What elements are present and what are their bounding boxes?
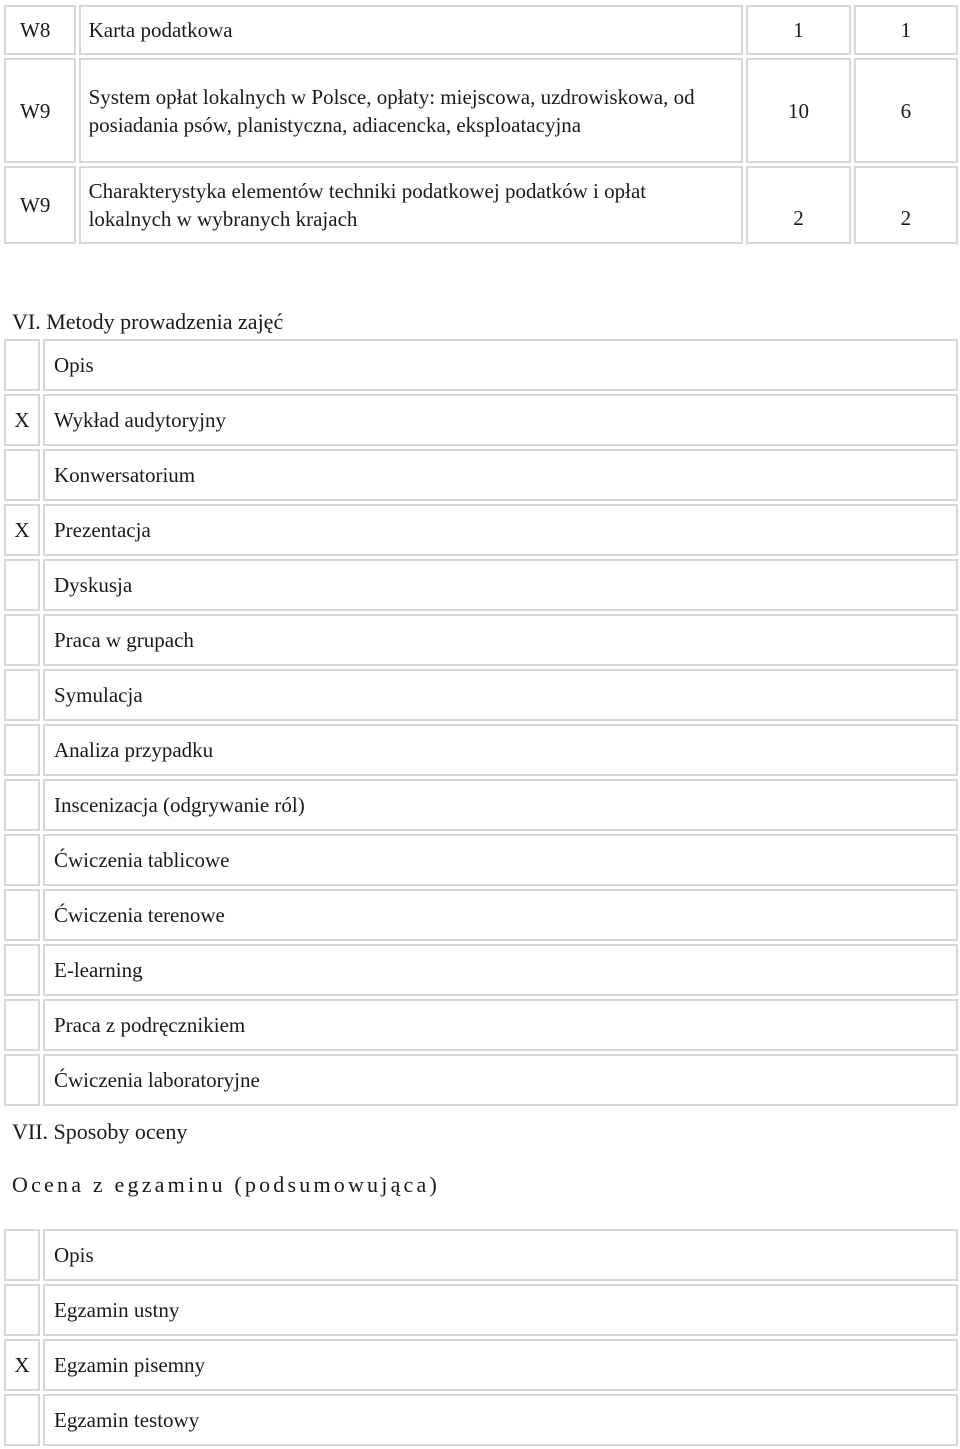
mark-cell — [4, 999, 40, 1051]
table-row — [4, 5, 958, 55]
column-header: Opis — [43, 1229, 958, 1281]
table-row — [4, 614, 958, 666]
topic-code: W9 — [4, 58, 76, 163]
table-row — [4, 1339, 958, 1391]
method-label: Analiza przypadku — [43, 724, 958, 776]
table-header-row — [4, 1229, 958, 1281]
table-row — [4, 166, 958, 244]
mark-cell — [4, 779, 40, 831]
mark-cell — [4, 1229, 40, 1281]
table-row — [4, 1284, 958, 1336]
method-label: Symulacja — [43, 669, 958, 721]
topics-table — [1, 2, 960, 247]
mark-cell — [4, 449, 40, 501]
methods-table — [1, 336, 960, 1109]
table-row — [4, 58, 958, 163]
table-row — [4, 1054, 958, 1106]
topic-code: W8 — [4, 5, 76, 55]
table-row — [4, 724, 958, 776]
method-label: Inscenizacja (odgrywanie ról) — [43, 779, 958, 831]
table-row — [4, 834, 958, 886]
table-header-row — [4, 339, 958, 391]
assessment-label: Egzamin ustny — [43, 1284, 958, 1336]
assessment-label: Egzamin testowy — [43, 1394, 958, 1446]
table-row — [4, 779, 958, 831]
topic-hours-1: 1 — [746, 5, 850, 55]
mark-cell: X — [4, 1339, 40, 1391]
topic-hours-1: 2 — [746, 166, 850, 244]
topic-title: Karta podatkowa — [79, 5, 744, 55]
method-label: Wykład audytoryjny — [43, 394, 958, 446]
mark-cell — [4, 1284, 40, 1336]
topic-title: Charakterystyka elementów techniki podatkowej podatków i opłat lokalnych w wybranych krajach — [79, 166, 744, 244]
mark-cell — [4, 1394, 40, 1446]
mark-cell — [4, 559, 40, 611]
method-label: Ćwiczenia terenowe — [43, 889, 958, 941]
mark-cell — [4, 834, 40, 886]
assessment-label: Egzamin pisemny — [43, 1339, 958, 1391]
topic-code: W9 — [4, 166, 76, 244]
section-heading-methods: VI. Metody prowadzenia zajęć — [12, 309, 284, 334]
mark-cell — [4, 1054, 40, 1106]
topic-title: System opłat lokalnych w Polsce, opłaty: miejscowa, uzdrowiskowa, od posiadania psów, planistyczna, adiacencka, eksploatacyjna — [79, 58, 744, 163]
topic-hours-2: 6 — [854, 58, 958, 163]
method-label: Ćwiczenia laboratoryjne — [43, 1054, 958, 1106]
method-label: Prezentacja — [43, 504, 958, 556]
topic-hours-1: 10 — [746, 58, 850, 163]
mark-cell — [4, 724, 40, 776]
mark-cell — [4, 669, 40, 721]
mark-cell — [4, 944, 40, 996]
mark-cell — [4, 614, 40, 666]
method-label: Praca w grupach — [43, 614, 958, 666]
section-heading-assessment: VII. Sposoby oceny — [12, 1119, 188, 1144]
assessment-table — [1, 1226, 960, 1449]
method-label: Praca z podręcznikiem — [43, 999, 958, 1051]
table-row — [4, 889, 958, 941]
method-label: E-learning — [43, 944, 958, 996]
table-row — [4, 999, 958, 1051]
table-row — [4, 944, 958, 996]
table-row — [4, 559, 958, 611]
table-row — [4, 449, 958, 501]
mark-cell: X — [4, 394, 40, 446]
table-row — [4, 669, 958, 721]
table-row — [4, 1394, 958, 1446]
topic-hours-2: 1 — [854, 5, 958, 55]
column-header: Opis — [43, 339, 958, 391]
topic-hours-2: 2 — [854, 166, 958, 244]
method-label: Ćwiczenia tablicowe — [43, 834, 958, 886]
table-row — [4, 504, 958, 556]
mark-cell: X — [4, 504, 40, 556]
mark-cell — [4, 889, 40, 941]
method-label: Dyskusja — [43, 559, 958, 611]
assessment-subheading: Ocena z egzaminu (podsumowująca) — [12, 1172, 440, 1197]
table-row — [4, 394, 958, 446]
mark-cell — [4, 339, 40, 391]
method-label: Konwersatorium — [43, 449, 958, 501]
